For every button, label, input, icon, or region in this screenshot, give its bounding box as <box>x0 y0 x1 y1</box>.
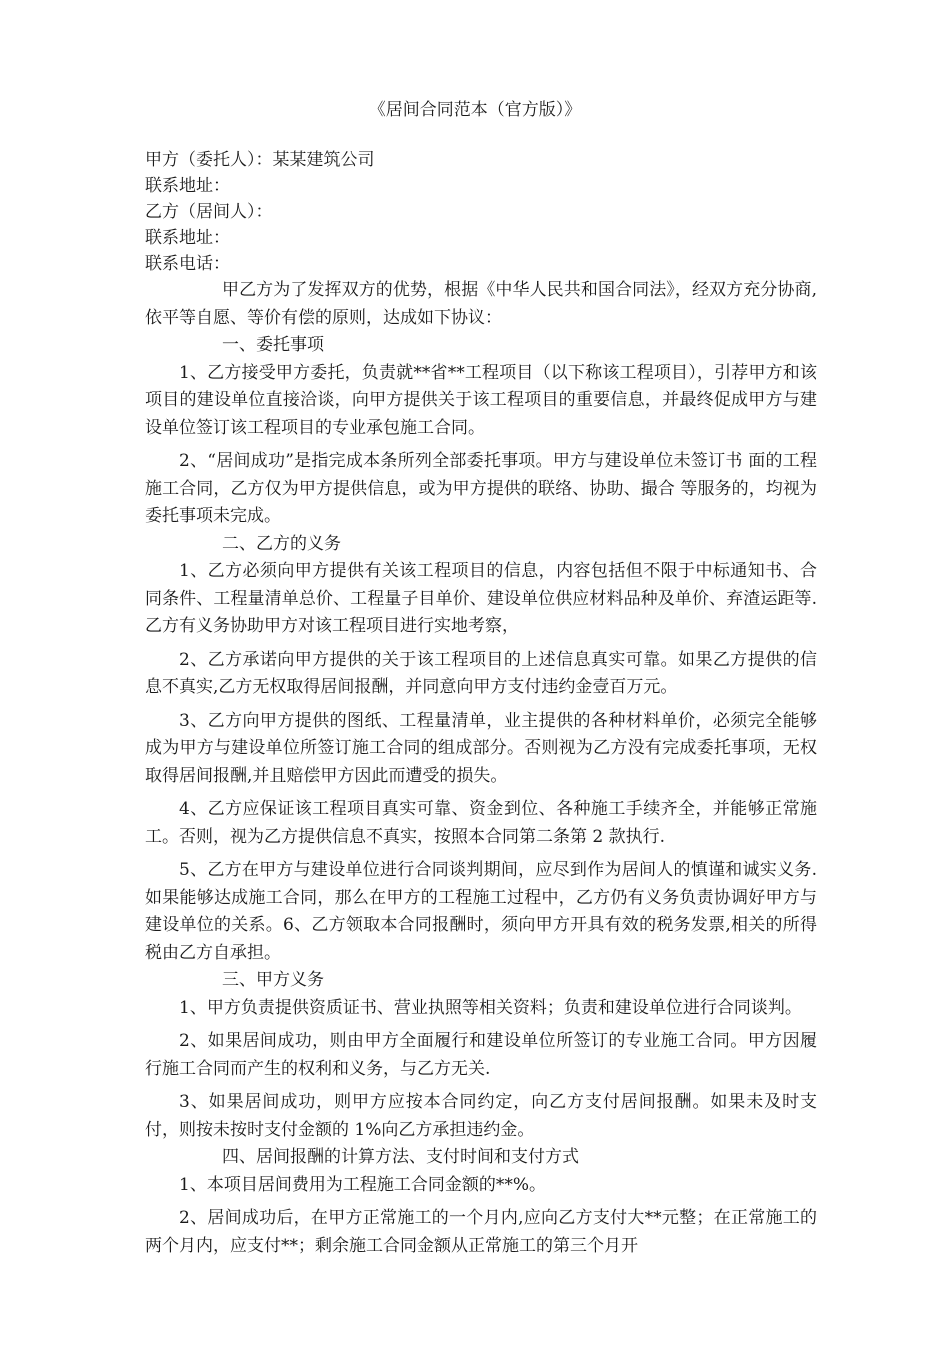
party-a-line: 甲方（委托人）：某某建筑公司 <box>145 150 375 170</box>
clause-2-5: 5、乙方在甲方与建设单位进行合同谈判期间，应尽到作为居间人的慎谨和诚实义务.如果能够达成施工合同，那么在甲方的工程施工过程中，乙方仍有义务负责协调好甲方与建设单位的关系。6、乙方领取本合同报酬时，须向甲方开具有效的税务发票,相关的所得税由乙方自承担。 <box>145 860 817 963</box>
clause-3-3: 3、如果居间成功，则甲方应按本合同约定，向乙方支付居间报酬。如果未及时支付，则按未按时支付金额的 1%向乙方承担违约金。 <box>145 1092 817 1140</box>
document-body <box>145 147 817 1260</box>
clause-3-1: 1、甲方负责提供资质证书、营业执照等相关资料；负责和建设单位进行合同谈判。 <box>179 997 802 1018</box>
party-b-address-line: 联系地址： <box>145 228 230 248</box>
party-b-phone-line: 联系电话： <box>145 254 230 274</box>
section-heading-1: 一、委托事项 <box>222 335 324 355</box>
section-heading-3: 三、甲方义务 <box>222 970 324 990</box>
party-a-address-line: 联系地址： <box>145 176 230 196</box>
clause-2-4: 4、乙方应保证该工程项目真实可靠、资金到位、各种施工手续齐全，并能够正常施工。否则，视为乙方提供信息不真实，按照本合同第二条第 2 款执行. <box>145 799 817 847</box>
document-title: 《居间合同范本（官方版）》 <box>368 100 582 120</box>
clause-3-2: 2、如果居间成功，则由甲方全面履行和建设单位所签订的专业施工合同。甲方因履行施工合同而产生的权利和义务，与乙方无关. <box>145 1031 817 1079</box>
clause-4-1: 1、本项目居间费用为工程施工合同金额的**%。 <box>179 1174 546 1195</box>
section-heading-2: 二、乙方的义务 <box>222 533 341 554</box>
clause-4-2: 2、居间成功后，在甲方正常施工的一个月内,应向乙方支付大**元整；在正常施工的两个月内，应支付**；剩余施工合同金额从正常施工的第三个月开 <box>145 1208 817 1256</box>
clause-1-2: 2、“居间成功”是指完成本条所列全部委托事项。甲方与建设单位未签订书 面的工程施工合同，乙方仅为甲方提供信息，或为甲方提供的联络、协助、撮合 等服务的，均视为委托事项未完成。 <box>145 451 817 526</box>
clause-2-3: 3、乙方向甲方提供的图纸、工程量清单，业主提供的各种材料单价，必须完全能够成为甲方与建设单位所签订施工合同的组成部分。否则视为乙方没有完成委托事项，无权取得居间报酬,并且赔偿甲方因此而遭受的损失。 <box>145 710 817 786</box>
clause-2-2: 2、乙方承诺向甲方提供的关于该工程项目的上述信息真实可靠。如果乙方提供的信息不真实,乙方无权取得居间报酬，并同意向甲方支付违约金壹百万元。 <box>145 649 817 697</box>
party-b-line: 乙方（居间人）： <box>145 202 273 222</box>
clause-1-1: 1、乙方接受甲方委托，负责就**省**工程项目（以下称该工程项目），引荐甲方和该项目的建设单位直接洽谈，向甲方提供关于该工程项目的重要信息，并最终促成甲方与建设单位签订该工程项目的专业承包施工合同。 <box>145 362 817 438</box>
clause-2-1: 1、乙方必须向甲方提供有关该工程项目的信息，内容包括但不限于中标通知书、合同条件、工程量清单总价、工程量子目单价、建设单位供应材料品种及单价、弃渣运距等.乙方有义务协助甲方对该工程项目进行实地考察， <box>145 561 817 636</box>
preamble-paragraph: 甲乙方为了发挥双方的优势，根据《中华人民共和国合同法》，经双方充分协商,依平等自愿、等价有偿的原则，达成如下协议： <box>145 280 817 328</box>
section-heading-4: 四、居间报酬的计算方法、支付时间和支付方式 <box>222 1147 579 1167</box>
